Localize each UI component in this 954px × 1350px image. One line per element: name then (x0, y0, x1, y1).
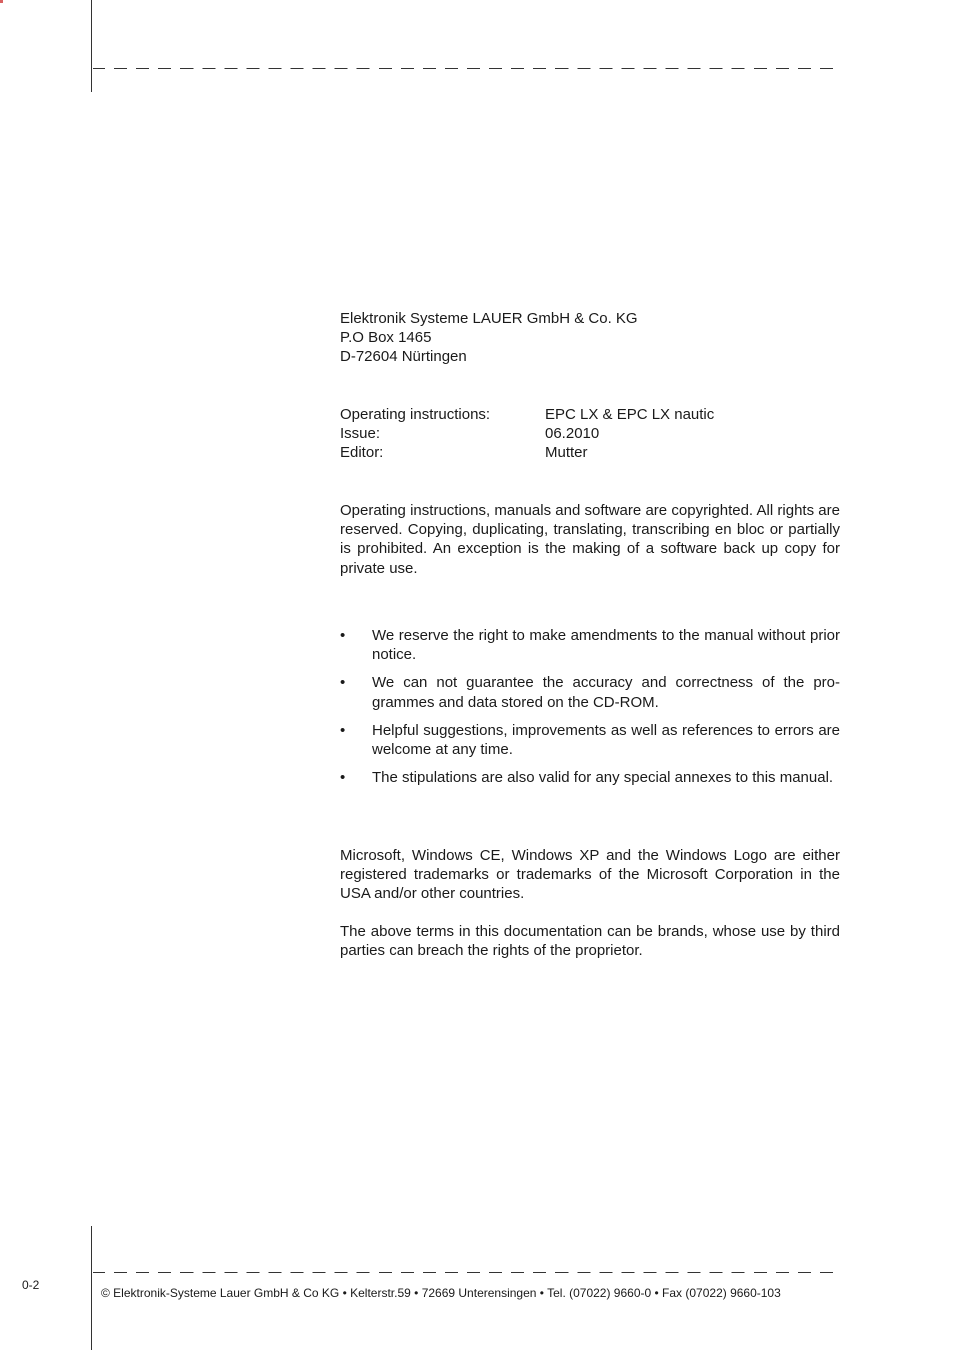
list-item-text: We can not guarantee the accuracy and correctness of the pro-grammes and data stored on the CD-ROM. (372, 674, 840, 711)
document-meta (340, 405, 840, 463)
address-block (340, 309, 840, 367)
corner-mark (0, 0, 3, 3)
meta-row-editor (340, 443, 840, 462)
list-item (340, 626, 840, 664)
meta-row-issue (340, 424, 840, 443)
meta-value: EPC LX & EPC LX nautic (545, 406, 715, 423)
meta-value: 06.2010 (545, 425, 600, 443)
footer-text: © Elektronik-Systeme Lauer GmbH & Co KG • Kelterstr.59 • 72669 Unterensingen • Tel. (07022) 9660-0 • Fax (07022) 9660-103 (101, 1286, 781, 1300)
margin-line-top (91, 0, 92, 92)
brands-paragraph: The above terms in this documentation can be brands, whose use by third parties can breach the rights of the proprietor. (340, 923, 840, 960)
meta-label: Issue: (340, 425, 381, 443)
bullet-icon: • (340, 674, 346, 692)
footer-dashed-rule (93, 1272, 841, 1273)
header-dashed-rule (93, 68, 841, 69)
list-item (340, 768, 840, 787)
list-item-text: Helpful suggestions, improvements as well as references to errors are welcome at any time. (372, 721, 840, 759)
trademarks-paragraph: Microsoft, Windows CE, Windows XP and the Windows Logo are either registered trademarks or trademarks of the Microsoft Corporation in the USA and/or other countries. (340, 847, 840, 903)
list-item-text: We reserve the right to make amendments to the manual without prior notice. (372, 627, 840, 664)
bullet-icon: • (340, 721, 346, 739)
list-item (340, 673, 840, 711)
company-name: Elektronik Systeme LAUER GmbH & Co. KG (340, 310, 638, 327)
meta-value: Mutter (545, 444, 588, 462)
bullet-icon: • (340, 627, 346, 644)
page-number: 0-2 (22, 1278, 40, 1292)
meta-label: Operating instructions: (340, 406, 491, 423)
meta-row-instructions (340, 405, 840, 424)
bullet-icon: • (340, 769, 346, 787)
city: D-72604 Nürtingen (340, 348, 467, 366)
meta-label: Editor: (340, 444, 384, 462)
list-item (340, 721, 840, 759)
po-box: P.O Box 1465 (340, 329, 432, 347)
list-item-text: The stipulations are also valid for any special annexes to this manual. (372, 769, 834, 787)
copyright-paragraph: Operating instructions, manuals and software are copyrighted. All rights are reserved. Copying, duplicating, translating, transcribing en bloc or partially is prohibited. An exception is the making of a software back up copy for private use. (340, 502, 840, 577)
bullet-list (340, 626, 840, 796)
margin-line-bottom (91, 1226, 92, 1350)
